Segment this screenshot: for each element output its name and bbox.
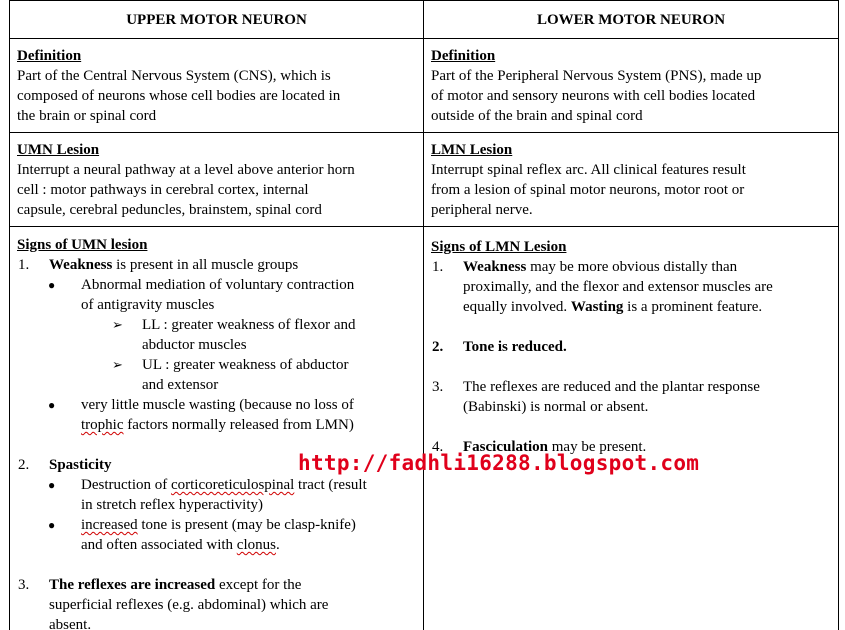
- bullet-text: tone is present (may be clasp-knife): [137, 517, 356, 533]
- fasciculation-term: Fasciculation: [463, 439, 548, 455]
- list-number: 2.: [18, 457, 30, 473]
- bullet-text: Abnormal mediation of voluntary contraction: [81, 277, 355, 293]
- lmn-lesion-line: peripheral nerve.: [431, 202, 533, 218]
- arrow-item: [112, 355, 416, 395]
- lmn-definition-line: of motor and sensory neurons with cell bodies located: [431, 88, 756, 104]
- arrow-bullet-icon: ➢: [112, 357, 123, 372]
- bullet-text: in stretch reflex hyperactivity): [81, 497, 264, 513]
- bullet-item: [48, 275, 416, 315]
- umn-signs-title: Signs of UMN lesion: [17, 237, 148, 253]
- list-item: [431, 377, 831, 417]
- list-text: equally involved.: [463, 299, 571, 315]
- header-upper-motor-neuron: UPPER MOTOR NEURON: [10, 1, 424, 39]
- bullet-item: [48, 395, 416, 435]
- umn-lesion-line: capsule, cerebral peduncles, brainstem, spinal cord: [17, 202, 322, 218]
- signs-row: [10, 227, 839, 630]
- list-text: may be present.: [548, 439, 647, 455]
- lmn-definition-line: outside of the brain and spinal cord: [431, 108, 643, 124]
- list-item: [17, 575, 416, 630]
- umn-signs-cell: [10, 227, 424, 630]
- lmn-signs-cell: [424, 227, 839, 630]
- bullet-icon: ●: [48, 398, 56, 412]
- spellcheck-word: clonus: [236, 537, 276, 553]
- list-number: 1.: [18, 257, 30, 273]
- arrow-text: abductor muscles: [142, 337, 247, 353]
- bullet-text: tract (result: [294, 477, 367, 493]
- lmn-definition-line: Part of the Peripheral Nervous System (PNS), made up: [431, 68, 762, 84]
- wasting-term: Wasting: [570, 299, 624, 315]
- reflexes-term: The reflexes are increased: [49, 577, 216, 593]
- umn-definition-line: composed of neurons whose cell bodies are located in: [17, 88, 341, 104]
- list-text: (Babinski) is normal or absent.: [463, 399, 649, 415]
- header-lower-motor-neuron: LOWER MOTOR NEURON: [424, 1, 839, 39]
- spasticity-term: Spasticity: [49, 457, 112, 473]
- lmn-lesion-line: Interrupt spinal reflex arc. All clinical features result: [431, 162, 746, 178]
- bullet-icon: ●: [48, 518, 56, 532]
- spellcheck-word: increased: [81, 517, 138, 533]
- umn-definition-title: Definition: [17, 48, 82, 64]
- list-text: is present in all muscle groups: [112, 257, 299, 273]
- bullet-text: factors normally released from LMN): [123, 417, 354, 433]
- umn-definition-line: Part of the Central Nervous System (CNS), which is: [17, 68, 331, 84]
- bullet-text: very little muscle wasting (because no loss of: [81, 397, 354, 413]
- list-number: 4.: [432, 439, 444, 455]
- list-text: is a prominent feature.: [623, 299, 763, 315]
- bullet-text: of antigravity muscles: [81, 297, 215, 313]
- list-text: absent.: [49, 617, 92, 630]
- list-number: 2.: [432, 339, 444, 355]
- list-number: 3.: [432, 379, 444, 395]
- lmn-signs-title: Signs of LMN Lesion: [431, 239, 567, 255]
- spellcheck-word: trophic: [81, 417, 124, 433]
- list-number: 1.: [432, 259, 444, 275]
- lmn-definition-title: Definition: [431, 48, 496, 64]
- bullet-item: [48, 515, 416, 555]
- umn-definition-line: the brain or spinal cord: [17, 108, 157, 124]
- arrow-text: and extensor: [142, 377, 219, 393]
- spellcheck-word: corticoreticulospinal: [170, 477, 295, 493]
- lesion-row: [10, 133, 839, 227]
- bullet-text: Destruction of: [81, 477, 171, 493]
- lmn-lesion-cell: [424, 133, 839, 227]
- arrow-item: [112, 315, 416, 355]
- list-item: [431, 257, 831, 317]
- watermark-url: http://fadhli16288.blogspot.com: [298, 451, 700, 475]
- umn-lesion-cell: [10, 133, 424, 227]
- lmn-definition-cell: [424, 39, 839, 133]
- umn-lesion-line: Interrupt a neural pathway at a level above anterior horn: [17, 162, 355, 178]
- header-row: [10, 1, 839, 39]
- bullet-icon: ●: [48, 478, 56, 492]
- arrow-text: UL : greater weakness of abductor: [142, 357, 349, 373]
- umn-lesion-title: UMN Lesion: [17, 142, 100, 158]
- list-text: may be more obvious distally than: [526, 259, 738, 275]
- comparison-table: [9, 0, 839, 630]
- bullet-text: .: [275, 537, 280, 553]
- list-text: superficial reflexes (e.g. abdominal) which are: [49, 597, 329, 613]
- umn-lesion-line: cell : motor pathways in cerebral cortex, internal: [17, 182, 309, 198]
- list-item: [17, 255, 416, 275]
- umn-definition-cell: [10, 39, 424, 133]
- definition-row: [10, 39, 839, 133]
- list-number: 3.: [18, 577, 30, 593]
- list-text: The reflexes are reduced and the plantar response: [463, 379, 760, 395]
- bullet-item: [48, 475, 416, 515]
- lmn-lesion-title: LMN Lesion: [431, 142, 513, 158]
- list-item: [431, 337, 831, 357]
- list-text: proximally, and the flexor and extensor muscles are: [463, 279, 773, 295]
- arrow-bullet-icon: ➢: [112, 317, 123, 332]
- bullet-icon: ●: [48, 278, 56, 292]
- arrow-text: LL : greater weakness of flexor and: [142, 317, 356, 333]
- list-text: except for the: [215, 577, 302, 593]
- tone-term: Tone is reduced.: [463, 339, 567, 355]
- bullet-text: and often associated with: [81, 537, 237, 553]
- weakness-term: Weakness: [49, 257, 113, 273]
- weakness-term: Weakness: [463, 259, 527, 275]
- lmn-lesion-line: from a lesion of spinal motor neurons, motor root or: [431, 182, 745, 198]
